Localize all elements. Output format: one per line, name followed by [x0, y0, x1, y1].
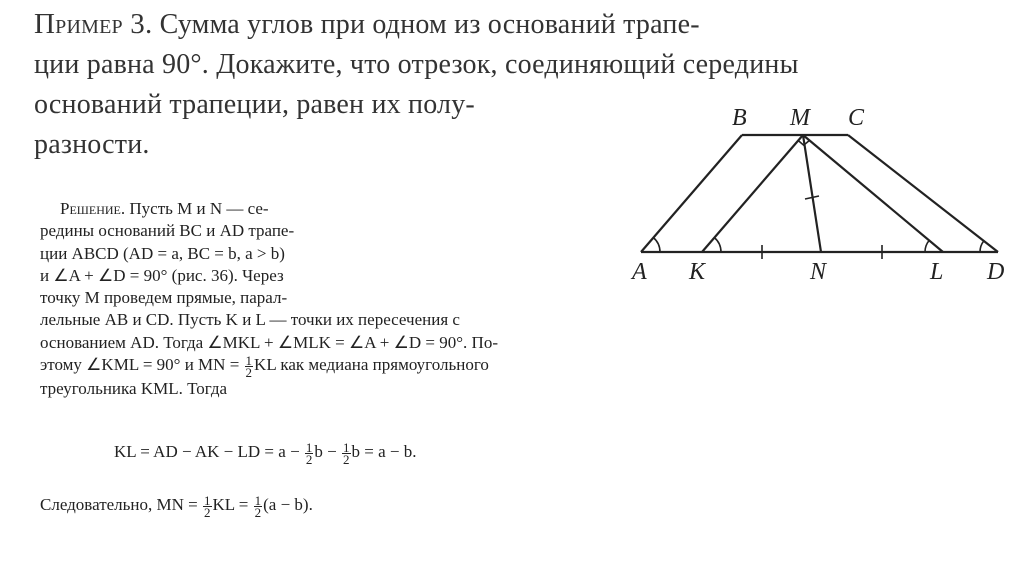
formula-kl: KL = AD − AK − LD = a − $\frac{1}{2}$ b − $\frac{1}{2}$ b = a − b.	[114, 439, 417, 467]
solution-line-6: лельные AB и CD. Пусть K и L — точки их пересечения с	[40, 310, 460, 330]
problem-line-1: Сумма углов при одном из оснований трапе-	[159, 9, 700, 40]
label-m: M	[790, 105, 810, 131]
angle-k-arc	[714, 238, 721, 252]
solution-line-1: Пусть M и N — се-	[129, 199, 269, 218]
solution-line-9: треугольника KML. Тогда	[40, 378, 228, 398]
label-c: C	[848, 105, 865, 131]
problem-line-3: оснований трапеции, равен их полу-	[34, 89, 475, 120]
segment-mk	[702, 135, 803, 252]
solution-line-7: основанием AD. Тогда ∠MKL + ∠MLK = ∠A + ∠D = 90°. По-	[40, 332, 498, 352]
angle-d-arc	[980, 241, 984, 252]
fraction-half: $\frac{1}{2}$	[204, 492, 211, 520]
example-label: Пример 3.	[34, 8, 153, 40]
conclusion: Следовательно, MN = $\frac{1}{2}$ KL = $\frac{1}{2}$ (a − b).	[40, 492, 313, 520]
solution-line-4: и ∠A + ∠D = 90° (рис. 36). Через	[40, 265, 284, 285]
angle-a-arc	[653, 238, 660, 252]
fraction-half: $\frac{1}{2}$	[305, 439, 313, 467]
fraction-half: $\frac{1}{2}$	[245, 352, 253, 380]
solution-line-8b: KL как медиана прямоугольного	[254, 355, 489, 375]
solution-text	[40, 198, 498, 400]
angle-l-arc	[925, 240, 929, 252]
solution-line-8a: этому ∠KML = 90° и MN =	[40, 355, 240, 375]
solution-line-3: ции ABCD (AD = a, BC = b, a > b)	[40, 243, 285, 263]
median-mn	[803, 135, 821, 252]
fraction-half: $\frac{1}{2}$	[343, 439, 350, 467]
label-k: K	[689, 259, 706, 285]
label-n: N	[810, 259, 827, 285]
fraction-half: $\frac{1}{2}$	[254, 492, 262, 520]
label-b: B	[732, 105, 747, 131]
solution-label: Решение.	[60, 199, 126, 218]
side-ab	[641, 135, 742, 252]
solution-line-5: точку M проведем прямые, парал-	[40, 288, 288, 308]
solution-line-2: редины оснований BC и AD трапе-	[40, 221, 295, 241]
label-d: D	[987, 259, 1005, 285]
label-a: A	[632, 259, 647, 285]
label-l: L	[930, 259, 944, 285]
problem-line-2: ции равна 90°. Докажите, что отрезок, соединяющий середины	[34, 49, 799, 80]
trapezoid-figure	[620, 96, 1020, 296]
problem-line-4: разности.	[34, 129, 150, 160]
